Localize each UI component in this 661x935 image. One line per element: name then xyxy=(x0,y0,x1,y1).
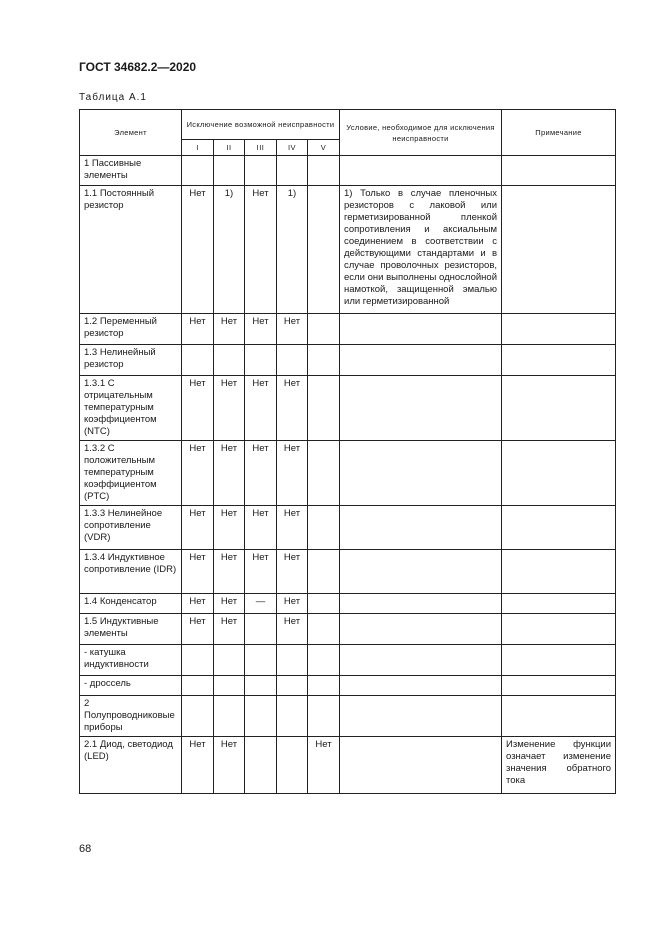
cell-note xyxy=(502,645,616,676)
table-row xyxy=(80,737,616,794)
cell-condition xyxy=(340,314,502,345)
cell-fault xyxy=(308,441,340,506)
cell-fault: Нет xyxy=(245,441,277,506)
cell-fault xyxy=(214,156,245,186)
header-note: Примечание xyxy=(502,110,616,156)
cell-fault xyxy=(277,696,308,737)
cell-fault xyxy=(245,676,277,696)
cell-note xyxy=(502,186,616,314)
cell-element: 1.3.4 Индуктивное сопротивление (IDR) xyxy=(80,550,182,594)
cell-element: 1.4 Конденсатор xyxy=(80,594,182,614)
cell-note xyxy=(502,314,616,345)
cell-condition xyxy=(340,645,502,676)
document-code: ГОСТ 34682.2—2020 xyxy=(79,60,197,74)
table-row xyxy=(80,645,616,676)
cell-fault xyxy=(245,614,277,645)
cell-fault: Нет xyxy=(214,737,245,794)
cell-note xyxy=(502,156,616,186)
header-fault-5: V xyxy=(308,140,340,156)
table-caption: Таблица А.1 xyxy=(79,92,147,103)
header-exclusion: Исключение возможной неисправности xyxy=(182,110,340,140)
cell-fault: Нет xyxy=(277,594,308,614)
table-row xyxy=(80,156,616,186)
header-fault-3: III xyxy=(245,140,277,156)
cell-condition xyxy=(340,696,502,737)
table-row xyxy=(80,314,616,345)
cell-element: 2 Полупроводниковые приборы xyxy=(80,696,182,737)
cell-fault: Нет xyxy=(277,441,308,506)
header-fault-2: II xyxy=(214,140,245,156)
cell-fault: Нет xyxy=(277,314,308,345)
cell-condition xyxy=(340,676,502,696)
cell-fault: Нет xyxy=(277,550,308,594)
cell-condition xyxy=(340,506,502,550)
table-row xyxy=(80,696,616,737)
header-condition: Условие, необходимое для исключения неисправности xyxy=(340,110,502,156)
cell-element: 1.5 Индуктивные элементы xyxy=(80,614,182,645)
cell-element: 1.2 Переменный резистор xyxy=(80,314,182,345)
table-row xyxy=(80,376,616,441)
cell-fault xyxy=(277,645,308,676)
cell-fault: Нет xyxy=(182,186,214,314)
cell-note xyxy=(502,376,616,441)
table-row xyxy=(80,676,616,696)
cell-element: 1.3.1 С отрицательным температурным коэффициентом (NTC) xyxy=(80,376,182,441)
cell-fault xyxy=(308,345,340,376)
cell-fault xyxy=(182,156,214,186)
cell-fault xyxy=(182,696,214,737)
cell-element: 1 Пассивные элементы xyxy=(80,156,182,186)
failure-exclusion-table xyxy=(79,109,616,794)
cell-fault xyxy=(308,506,340,550)
cell-fault: Нет xyxy=(308,737,340,794)
cell-fault xyxy=(277,737,308,794)
cell-fault: Нет xyxy=(182,614,214,645)
cell-fault: — xyxy=(245,594,277,614)
cell-note xyxy=(502,550,616,594)
page-number: 68 xyxy=(79,843,92,855)
cell-condition xyxy=(340,614,502,645)
cell-fault: Нет xyxy=(214,314,245,345)
cell-fault xyxy=(214,345,245,376)
cell-element: 1.3 Нелинейный резистор xyxy=(80,345,182,376)
cell-fault xyxy=(182,676,214,696)
cell-element: 1.3.2 С положительным температурным коэффициентом (PTC) xyxy=(80,441,182,506)
cell-fault xyxy=(214,676,245,696)
cell-fault: Нет xyxy=(214,594,245,614)
cell-fault: Нет xyxy=(245,550,277,594)
header-fault-4: IV xyxy=(277,140,308,156)
cell-element: 1.3.3 Нелинейное сопротивление (VDR) xyxy=(80,506,182,550)
cell-fault: Нет xyxy=(277,506,308,550)
cell-condition xyxy=(340,345,502,376)
cell-fault xyxy=(308,676,340,696)
cell-note: Изменение функции означает изменение значения обратного тока xyxy=(502,737,616,794)
table-row xyxy=(80,506,616,550)
cell-fault xyxy=(245,696,277,737)
cell-fault xyxy=(245,156,277,186)
cell-fault xyxy=(308,645,340,676)
cell-fault xyxy=(245,345,277,376)
cell-condition xyxy=(340,156,502,186)
cell-note xyxy=(502,594,616,614)
cell-fault: Нет xyxy=(182,441,214,506)
cell-fault xyxy=(277,156,308,186)
cell-fault xyxy=(182,645,214,676)
table-row xyxy=(80,441,616,506)
cell-fault: Нет xyxy=(277,376,308,441)
table-row xyxy=(80,550,616,594)
cell-fault: Нет xyxy=(214,441,245,506)
cell-note xyxy=(502,676,616,696)
cell-fault: Нет xyxy=(182,594,214,614)
cell-fault xyxy=(277,676,308,696)
cell-fault xyxy=(308,550,340,594)
cell-fault xyxy=(308,614,340,645)
cell-fault xyxy=(308,314,340,345)
cell-fault: 1) xyxy=(214,186,245,314)
cell-note xyxy=(502,614,616,645)
cell-note xyxy=(502,441,616,506)
cell-fault: Нет xyxy=(245,186,277,314)
cell-condition xyxy=(340,737,502,794)
table-row xyxy=(80,186,616,314)
cell-fault xyxy=(308,376,340,441)
cell-note xyxy=(502,506,616,550)
header-fault-1: I xyxy=(182,140,214,156)
cell-condition xyxy=(340,594,502,614)
cell-fault: Нет xyxy=(182,376,214,441)
cell-fault: 1) xyxy=(277,186,308,314)
cell-element: - катушка индуктивности xyxy=(80,645,182,676)
cell-fault: Нет xyxy=(214,614,245,645)
cell-fault xyxy=(245,737,277,794)
cell-fault: Нет xyxy=(182,314,214,345)
cell-fault: Нет xyxy=(214,550,245,594)
cell-fault xyxy=(308,594,340,614)
cell-condition xyxy=(340,376,502,441)
cell-fault xyxy=(182,345,214,376)
cell-fault: Нет xyxy=(245,314,277,345)
cell-fault: Нет xyxy=(245,506,277,550)
cell-condition xyxy=(340,441,502,506)
cell-element: 2.1 Диод, светодиод (LED) xyxy=(80,737,182,794)
cell-fault xyxy=(308,156,340,186)
table-row xyxy=(80,614,616,645)
cell-fault: Нет xyxy=(182,737,214,794)
cell-fault: Нет xyxy=(214,506,245,550)
cell-note xyxy=(502,696,616,737)
cell-fault: Нет xyxy=(214,376,245,441)
cell-element: - дроссель xyxy=(80,676,182,696)
cell-fault xyxy=(214,696,245,737)
cell-fault xyxy=(214,645,245,676)
cell-fault: Нет xyxy=(182,506,214,550)
cell-element: 1.1 Постоянный резистор xyxy=(80,186,182,314)
table-row xyxy=(80,345,616,376)
table-row xyxy=(80,594,616,614)
cell-fault: Нет xyxy=(182,550,214,594)
cell-fault: Нет xyxy=(245,376,277,441)
cell-fault xyxy=(308,186,340,314)
cell-fault xyxy=(308,696,340,737)
cell-condition xyxy=(340,550,502,594)
cell-note xyxy=(502,345,616,376)
cell-fault xyxy=(277,345,308,376)
cell-fault xyxy=(245,645,277,676)
header-element: Элемент xyxy=(80,110,182,156)
cell-fault: Нет xyxy=(277,614,308,645)
cell-condition: 1) Только в случае пленочных резисторов с лаковой или герметизированной пленкой сопротивления и аксиальным соединением в соответствии с действующими стандартами и в случае проволочных резисторов, если они выполнены однослойной намоткой, защищенной эмалью или герметизированной xyxy=(340,186,502,314)
